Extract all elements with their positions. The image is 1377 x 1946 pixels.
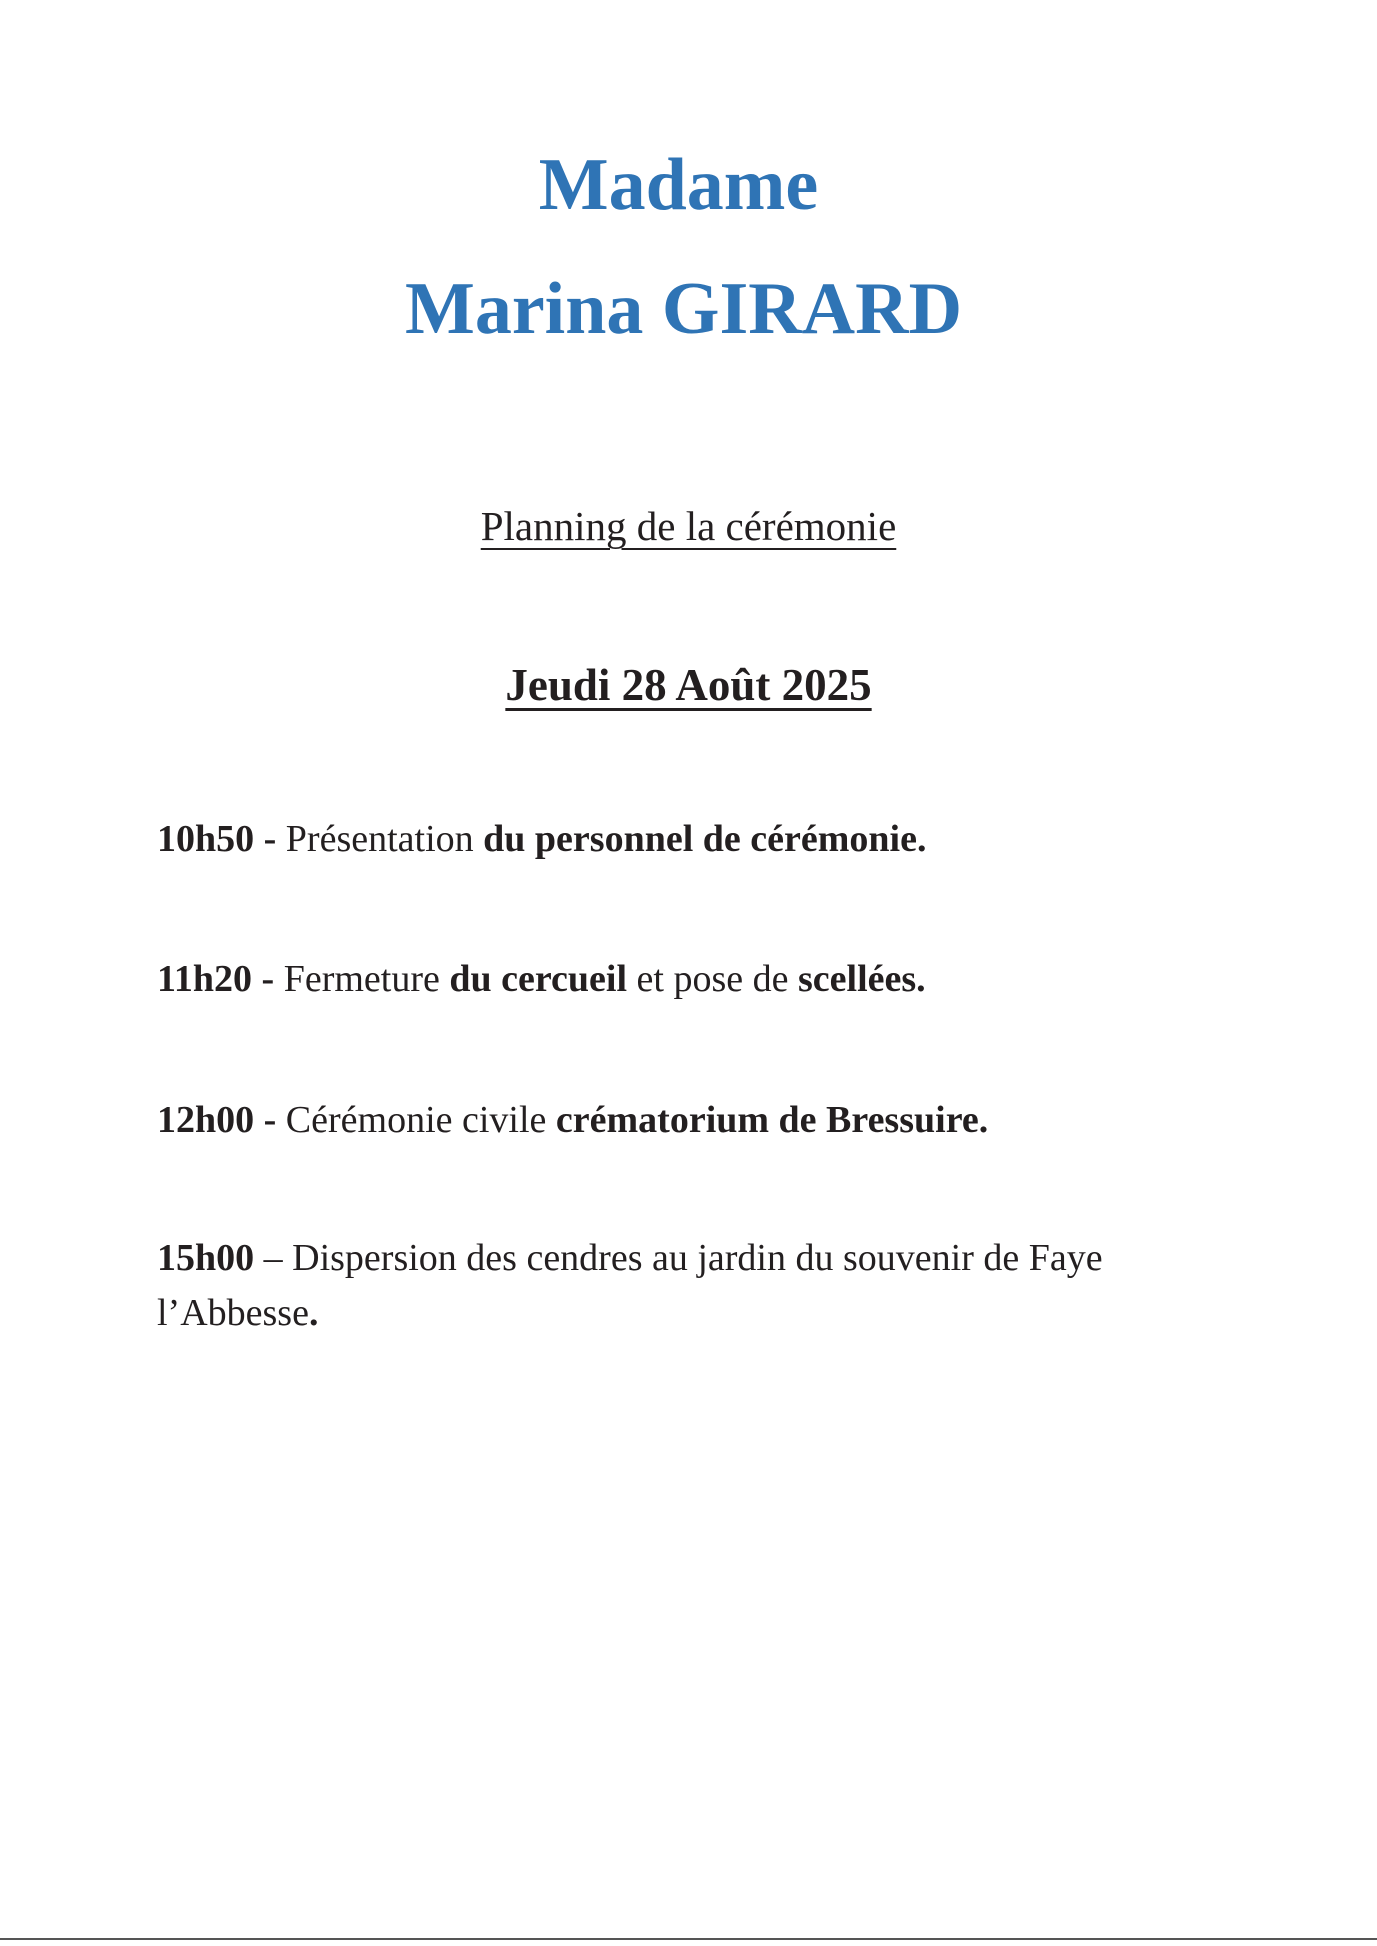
schedule-time: 15h00 (157, 1237, 255, 1279)
page-subtitle (0, 502, 1377, 551)
schedule-separator: - (254, 818, 286, 860)
bottom-divider (0, 1938, 1377, 1940)
title-name: Marina GIRARD (404, 268, 963, 350)
schedule-text: et pose de (627, 958, 798, 1000)
schedule-time: 12h00 (157, 1099, 255, 1141)
schedule-item (157, 1231, 1237, 1341)
schedule-time: 11h20 (157, 958, 253, 1000)
schedule-item (157, 1093, 1237, 1148)
schedule-separator: - (252, 958, 284, 1000)
schedule-time: 10h50 (157, 818, 255, 860)
schedule-text: Fermeture (283, 958, 450, 1000)
schedule-text-bold: scellées. (797, 958, 926, 1000)
schedule-text-bold: du personnel de cérémonie. (483, 818, 927, 860)
schedule-separator: - (254, 1099, 286, 1141)
schedule-text-bold: du cercueil (449, 958, 628, 1000)
schedule-item (157, 952, 1237, 1007)
schedule-text: Dispersion des cendres au jardin du souvenir de Faye l’Abbesse (157, 1237, 1103, 1334)
schedule-text-bold: . (308, 1292, 319, 1334)
schedule-separator: – (254, 1237, 293, 1279)
schedule-text: Cérémonie civile (285, 1099, 556, 1141)
title-honorific: Madame (538, 144, 819, 226)
schedule-text: Présentation (285, 818, 484, 860)
ceremony-date (0, 658, 1377, 712)
schedule-text-bold: crématorium de Bressuire. (555, 1099, 989, 1141)
date-text: Jeudi 28 Août 2025 (505, 660, 872, 710)
schedule-item (157, 812, 1237, 867)
subtitle-text: Planning de la cérémonie (480, 503, 897, 549)
